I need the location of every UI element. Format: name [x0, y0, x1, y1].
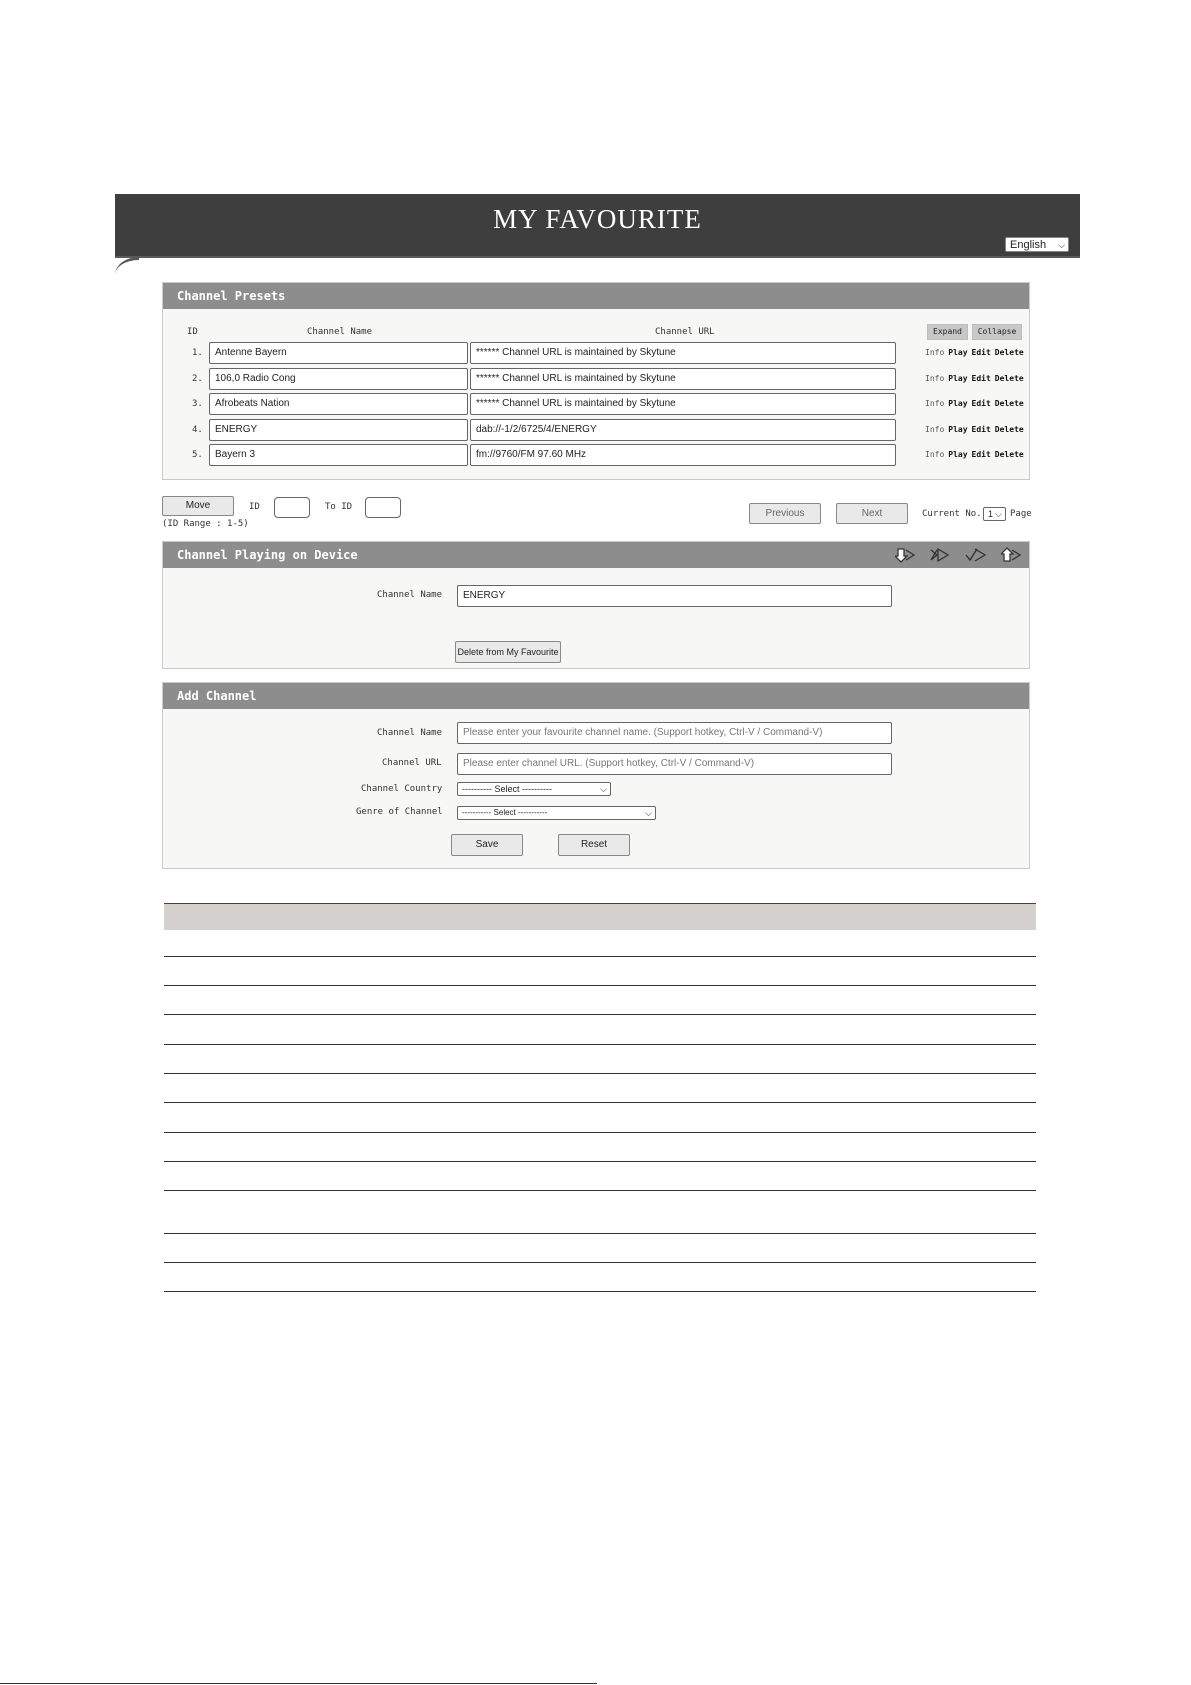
delete-from-favourite-button[interactable]: Delete from My Favourite [455, 641, 561, 663]
channel-playing-panel [162, 541, 1030, 669]
play-link[interactable]: Play [948, 374, 968, 383]
table-row [164, 929, 1036, 957]
language-value: English [1010, 239, 1047, 251]
edit-link[interactable]: Edit [971, 450, 991, 459]
channel-presets-panel [162, 282, 1030, 480]
preset-actions [925, 450, 1028, 459]
preset-url-input[interactable]: ****** Channel URL is maintained by Skytune [470, 342, 896, 364]
save-button[interactable]: Save [451, 834, 523, 856]
table-row [164, 1191, 1036, 1234]
add-channel-panel [162, 682, 1030, 869]
previous-button[interactable]: Previous [749, 503, 821, 524]
preset-row [163, 419, 1029, 443]
col-header-channel-url: Channel URL [655, 327, 715, 337]
move-to-id-label: To ID [325, 502, 353, 512]
edit-link[interactable]: Edit [971, 399, 991, 408]
preset-actions [925, 399, 1028, 408]
table-row [164, 1263, 1036, 1292]
confirm-icon[interactable] [965, 546, 987, 564]
add-channel-url-label: Channel URL [382, 758, 442, 768]
playback-controls [895, 546, 1029, 564]
channel-country-value: ---------- Select ---------- [462, 784, 552, 794]
info-link[interactable]: Info [925, 399, 945, 408]
chevron-down-icon: ⌵ [645, 808, 652, 818]
current-page-select[interactable] [983, 507, 1006, 521]
channel-presets-title: Channel Presets [163, 283, 1029, 309]
preset-url-input[interactable]: fm://9760/FM 97.60 MHz [470, 444, 896, 466]
preset-actions [925, 348, 1028, 357]
table-row [164, 1133, 1036, 1162]
genre-of-channel-label: Genre of Channel [356, 807, 443, 817]
add-channel-name-input[interactable]: Please enter your favourite channel name. (Support hotkey, Ctrl-V / Command-V) [457, 722, 892, 744]
expand-button[interactable]: Expand [927, 324, 968, 340]
delete-link[interactable]: Delete [994, 425, 1024, 434]
delete-link[interactable]: Delete [994, 399, 1024, 408]
preset-name-input[interactable]: Bayern 3 [209, 444, 468, 466]
current-page-value: 1 [988, 509, 994, 519]
edit-link[interactable]: Edit [971, 374, 991, 383]
delete-link[interactable]: Delete [994, 348, 1024, 357]
preset-url-input[interactable]: ****** Channel URL is maintained by Skytune [470, 368, 896, 390]
table-row [164, 1234, 1036, 1263]
genre-value: ----------- Select ----------- [462, 808, 548, 817]
info-link[interactable]: Info [925, 425, 945, 434]
edit-link[interactable]: Edit [971, 348, 991, 357]
preset-actions [925, 374, 1028, 383]
language-select[interactable] [1005, 237, 1069, 252]
preset-url-input[interactable]: ****** Channel URL is maintained by Skytune [470, 393, 896, 415]
header-divider [115, 256, 1080, 258]
col-header-channel-name: Channel Name [307, 327, 373, 337]
collapse-button[interactable]: Collapse [972, 324, 1022, 340]
preset-row [163, 393, 1029, 417]
table-row [164, 1162, 1036, 1191]
chevron-down-icon: ⌵ [995, 509, 1002, 519]
next-button[interactable]: Next [836, 503, 908, 524]
play-link[interactable]: Play [948, 450, 968, 459]
preset-id: 5. [192, 450, 203, 460]
playing-channel-name-label: Channel Name [377, 590, 443, 600]
id-range-note: (ID Range : 1-5) [162, 519, 249, 529]
move-button[interactable]: Move [162, 496, 234, 516]
table-row [164, 1103, 1036, 1133]
table-row [164, 1045, 1036, 1074]
play-link[interactable]: Play [948, 425, 968, 434]
page-label: Page [1010, 509, 1032, 519]
info-link[interactable]: Info [925, 374, 945, 383]
preset-id: 2. [192, 374, 203, 384]
add-channel-url-input[interactable]: Please enter channel URL. (Support hotkey, Ctrl-V / Command-V) [457, 753, 892, 775]
add-channel-name-label: Channel Name [377, 728, 443, 738]
play-link[interactable]: Play [948, 399, 968, 408]
preset-name-input[interactable]: ENERGY [209, 419, 468, 441]
play-link[interactable]: Play [948, 348, 968, 357]
edit-link[interactable]: Edit [971, 425, 991, 434]
preset-url-input[interactable]: dab://-1/2/6725/4/ENERGY [470, 419, 896, 441]
table-row [164, 1074, 1036, 1103]
preset-row [163, 444, 1029, 468]
table-header [164, 903, 1036, 930]
preset-id: 3. [192, 399, 203, 409]
channel-country-label: Channel Country [361, 784, 443, 794]
info-link[interactable]: Info [925, 348, 945, 357]
info-link[interactable]: Info [925, 450, 945, 459]
footer-rule [0, 1683, 597, 1684]
move-id-label: ID [249, 502, 260, 512]
preset-id: 4. [192, 425, 203, 435]
page-header [115, 194, 1080, 256]
preset-name-input[interactable]: Afrobeats Nation [209, 393, 468, 415]
preset-actions [925, 425, 1028, 434]
move-from-id-input[interactable] [274, 497, 310, 518]
table-row [164, 986, 1036, 1015]
preset-name-input[interactable]: Antenne Bayern [209, 342, 468, 364]
mute-icon[interactable] [929, 546, 951, 564]
delete-link[interactable]: Delete [994, 450, 1024, 459]
preset-id: 1. [192, 348, 203, 358]
playing-channel-name-input[interactable]: ENERGY [457, 585, 892, 607]
channel-country-select[interactable] [457, 782, 611, 796]
preset-row [163, 368, 1029, 392]
channel-playing-title: Channel Playing on Device [163, 542, 1029, 568]
table-row [164, 1015, 1036, 1045]
col-header-id: ID [187, 327, 198, 337]
header-curve-decoration [115, 257, 139, 278]
add-channel-title: Add Channel [163, 683, 1029, 709]
delete-link[interactable]: Delete [994, 374, 1024, 383]
reset-button[interactable]: Reset [558, 834, 630, 856]
chevron-down-icon: ⌵ [600, 784, 607, 794]
volume-down-icon[interactable] [895, 546, 917, 564]
preset-row [163, 342, 1029, 366]
preset-name-input[interactable]: 106,0 Radio Cong [209, 368, 468, 390]
page-title: MY FAVOURITE [493, 204, 702, 234]
current-no-label: Current No. [922, 509, 982, 519]
genre-select[interactable] [457, 806, 656, 820]
chevron-down-icon: ⌵ [1058, 240, 1065, 250]
table-row [164, 957, 1036, 986]
move-to-id-input[interactable] [365, 497, 401, 518]
volume-up-icon[interactable] [1001, 546, 1023, 564]
